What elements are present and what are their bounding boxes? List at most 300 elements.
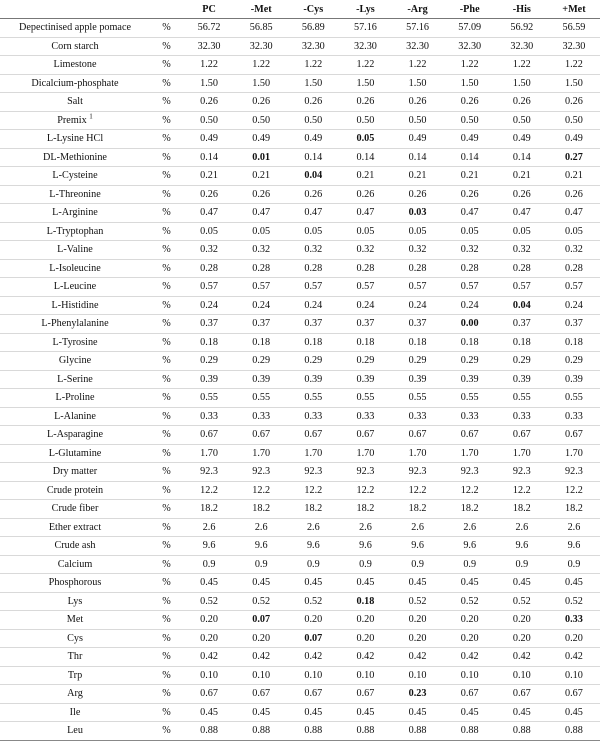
value-cell: 0.05 bbox=[235, 222, 287, 241]
ingredient-name: Premix bbox=[57, 114, 87, 126]
unit-cell: % bbox=[150, 296, 183, 315]
value-cell: 56.85 bbox=[235, 19, 287, 38]
table-row bbox=[0, 241, 600, 260]
value-cell: 0.50 bbox=[339, 111, 391, 130]
value-cell: 0.29 bbox=[444, 352, 496, 371]
value-cell: 0.45 bbox=[183, 703, 235, 722]
value-cell: 0.33 bbox=[444, 407, 496, 426]
value-cell: 0.21 bbox=[548, 167, 600, 186]
value-cell: 0.33 bbox=[235, 407, 287, 426]
value-cell: 1.22 bbox=[235, 56, 287, 75]
value-cell: 0.26 bbox=[287, 185, 339, 204]
table-row bbox=[0, 555, 600, 574]
value-cell: 9.6 bbox=[444, 537, 496, 556]
value-cell: 0.20 bbox=[183, 611, 235, 630]
value-cell: 0.29 bbox=[339, 352, 391, 371]
value-cell: 0.20 bbox=[339, 611, 391, 630]
value-cell: 0.14 bbox=[496, 148, 548, 167]
value-cell: 0.05 bbox=[287, 222, 339, 241]
ingredient-name: Met bbox=[66, 614, 84, 626]
unit-cell: % bbox=[150, 629, 183, 648]
value-cell: 1.50 bbox=[339, 74, 391, 93]
value-cell: 0.28 bbox=[287, 259, 339, 278]
ingredient-name-cell bbox=[0, 592, 150, 611]
value-cell: 0.18 bbox=[339, 592, 391, 611]
value-cell: 9.6 bbox=[287, 537, 339, 556]
ingredient-name: L-Tryptophan bbox=[46, 225, 104, 237]
table-row bbox=[0, 93, 600, 112]
value-cell: 0.50 bbox=[548, 111, 600, 130]
ingredient-name: Arg bbox=[67, 688, 83, 700]
table-row bbox=[0, 537, 600, 556]
value-cell: 0.45 bbox=[392, 574, 444, 593]
value-cell: 2.6 bbox=[548, 518, 600, 537]
unit-cell: % bbox=[150, 481, 183, 500]
value-cell: 0.57 bbox=[287, 278, 339, 297]
table-row bbox=[0, 685, 600, 704]
table-row bbox=[0, 315, 600, 334]
ingredient-name-cell bbox=[0, 389, 150, 408]
value-cell: 0.47 bbox=[235, 204, 287, 223]
header-cell-minus-arg: -Arg bbox=[392, 0, 444, 19]
ingredient-name: Salt bbox=[67, 96, 83, 108]
value-cell: 12.2 bbox=[444, 481, 496, 500]
value-cell: 0.45 bbox=[548, 574, 600, 593]
value-cell: 0.21 bbox=[339, 167, 391, 186]
value-cell: 12.2 bbox=[496, 481, 548, 500]
value-cell: 1.50 bbox=[444, 74, 496, 93]
value-cell: 0.33 bbox=[339, 407, 391, 426]
value-cell: 0.18 bbox=[392, 333, 444, 352]
table-row bbox=[0, 352, 600, 371]
value-cell: 0.57 bbox=[339, 278, 391, 297]
value-cell: 0.47 bbox=[287, 204, 339, 223]
value-cell: 1.50 bbox=[183, 74, 235, 93]
ingredient-name: L-Cysteine bbox=[52, 170, 98, 182]
header-cell-ingredient bbox=[0, 0, 150, 19]
value-cell: 0.20 bbox=[392, 629, 444, 648]
value-cell: 1.22 bbox=[548, 56, 600, 75]
header-cell-minus-met: -Met bbox=[235, 0, 287, 19]
value-cell: 56.92 bbox=[496, 19, 548, 38]
ingredient-name-cell bbox=[0, 185, 150, 204]
ingredient-name-cell bbox=[0, 333, 150, 352]
value-cell: 0.67 bbox=[183, 426, 235, 445]
value-cell: 0.39 bbox=[235, 370, 287, 389]
unit-cell: % bbox=[150, 574, 183, 593]
value-cell: 0.45 bbox=[235, 574, 287, 593]
ingredient-name-cell bbox=[0, 629, 150, 648]
value-cell: 32.30 bbox=[183, 37, 235, 56]
value-cell: 0.05 bbox=[339, 222, 391, 241]
value-cell: 0.18 bbox=[496, 333, 548, 352]
value-cell: 2.6 bbox=[183, 518, 235, 537]
value-cell: 0.42 bbox=[287, 648, 339, 667]
value-cell: 0.42 bbox=[183, 648, 235, 667]
value-cell: 0.52 bbox=[235, 592, 287, 611]
ingredient-name-cell bbox=[0, 259, 150, 278]
value-cell: 92.3 bbox=[235, 463, 287, 482]
value-cell: 0.21 bbox=[496, 167, 548, 186]
table-row bbox=[0, 611, 600, 630]
ingredient-name: L-Phenylalanine bbox=[41, 318, 109, 330]
value-cell: 0.20 bbox=[339, 629, 391, 648]
unit-cell: % bbox=[150, 703, 183, 722]
ingredient-name: L-Asparagine bbox=[46, 429, 103, 441]
ingredient-name-cell bbox=[0, 463, 150, 482]
value-cell: 0.45 bbox=[183, 574, 235, 593]
value-cell: 0.28 bbox=[392, 259, 444, 278]
ingredient-name: Ile bbox=[69, 706, 81, 718]
value-cell: 0.14 bbox=[444, 148, 496, 167]
value-cell: 1.70 bbox=[287, 444, 339, 463]
value-cell: 0.45 bbox=[496, 574, 548, 593]
value-cell: 0.67 bbox=[183, 685, 235, 704]
unit-cell: % bbox=[150, 204, 183, 223]
header-cell-unit bbox=[150, 0, 183, 19]
value-cell: 0.26 bbox=[235, 93, 287, 112]
value-cell: 0.07 bbox=[235, 611, 287, 630]
value-cell: 2.6 bbox=[339, 518, 391, 537]
value-cell: 0.37 bbox=[183, 315, 235, 334]
value-cell: 0.24 bbox=[392, 296, 444, 315]
value-cell: 56.59 bbox=[548, 19, 600, 38]
ingredient-name: L-Arginine bbox=[52, 207, 98, 219]
value-cell: 1.22 bbox=[339, 56, 391, 75]
value-cell: 0.37 bbox=[235, 315, 287, 334]
value-cell: 0.01 bbox=[235, 148, 287, 167]
unit-cell: % bbox=[150, 315, 183, 334]
value-cell: 9.6 bbox=[235, 537, 287, 556]
value-cell: 0.67 bbox=[287, 426, 339, 445]
value-cell: 0.26 bbox=[444, 93, 496, 112]
unit-cell: % bbox=[150, 278, 183, 297]
value-cell: 0.37 bbox=[339, 315, 391, 334]
value-cell: 0.47 bbox=[444, 204, 496, 223]
value-cell: 0.45 bbox=[496, 703, 548, 722]
value-cell: 0.05 bbox=[548, 222, 600, 241]
table-row bbox=[0, 518, 600, 537]
value-cell: 0.29 bbox=[496, 352, 548, 371]
unit-cell: % bbox=[150, 111, 183, 130]
value-cell: 0.39 bbox=[496, 370, 548, 389]
value-cell: 0.9 bbox=[183, 555, 235, 574]
value-cell: 0.32 bbox=[235, 241, 287, 260]
value-cell: 1.50 bbox=[548, 74, 600, 93]
table-row bbox=[0, 370, 600, 389]
value-cell: 0.26 bbox=[183, 185, 235, 204]
value-cell: 0.32 bbox=[339, 241, 391, 260]
table-row bbox=[0, 426, 600, 445]
value-cell: 0.45 bbox=[444, 574, 496, 593]
value-cell: 0.20 bbox=[496, 629, 548, 648]
value-cell: 1.22 bbox=[287, 56, 339, 75]
header-cell-minus-lys: -Lys bbox=[339, 0, 391, 19]
value-cell: 0.67 bbox=[496, 426, 548, 445]
footnote-marker: 1 bbox=[89, 112, 93, 121]
ingredient-name: L-Alanine bbox=[54, 410, 96, 422]
value-cell: 0.55 bbox=[183, 389, 235, 408]
table-row bbox=[0, 463, 600, 482]
ingredient-name-cell bbox=[0, 167, 150, 186]
value-cell: 0.57 bbox=[235, 278, 287, 297]
value-cell: 0.18 bbox=[235, 333, 287, 352]
ingredient-name: L-Tyrosine bbox=[52, 336, 98, 348]
unit-cell: % bbox=[150, 666, 183, 685]
unit-cell: % bbox=[150, 185, 183, 204]
value-cell: 0.21 bbox=[235, 167, 287, 186]
value-cell: 0.24 bbox=[444, 296, 496, 315]
value-cell: 1.50 bbox=[287, 74, 339, 93]
unit-cell: % bbox=[150, 555, 183, 574]
value-cell: 0.28 bbox=[339, 259, 391, 278]
value-cell: 0.18 bbox=[287, 333, 339, 352]
value-cell: 0.20 bbox=[548, 629, 600, 648]
table-row bbox=[0, 574, 600, 593]
ingredient-name: Crude ash bbox=[54, 540, 96, 552]
ingredient-name-cell bbox=[0, 537, 150, 556]
value-cell: 0.03 bbox=[392, 204, 444, 223]
ingredient-name-cell bbox=[0, 574, 150, 593]
value-cell: 0.88 bbox=[408, 725, 427, 737]
value-cell: 1.50 bbox=[496, 74, 548, 93]
value-cell: 0.29 bbox=[183, 352, 235, 371]
ingredient-name-cell bbox=[0, 241, 150, 260]
header-cell-minus-his: -His bbox=[496, 0, 548, 19]
value-cell: 56.89 bbox=[287, 19, 339, 38]
value-cell: 0.42 bbox=[235, 648, 287, 667]
value-cell: 0.20 bbox=[496, 611, 548, 630]
table-row bbox=[0, 648, 600, 667]
value-cell: 32.30 bbox=[392, 37, 444, 56]
value-cell: 0.26 bbox=[392, 93, 444, 112]
ingredient-name: Phosphorous bbox=[48, 577, 102, 589]
table-row bbox=[0, 74, 600, 93]
value-cell: 12.2 bbox=[548, 481, 600, 500]
value-cell: 0.42 bbox=[339, 648, 391, 667]
value-cell: 12.2 bbox=[235, 481, 287, 500]
value-cell: 0.55 bbox=[339, 389, 391, 408]
table-row bbox=[0, 629, 600, 648]
ingredient-name-cell bbox=[0, 204, 150, 223]
value-cell: 0.29 bbox=[548, 352, 600, 371]
ingredient-name-cell bbox=[0, 444, 150, 463]
value-cell: 18.2 bbox=[548, 500, 600, 519]
value-cell: 0.21 bbox=[183, 167, 235, 186]
value-cell: 0.50 bbox=[183, 111, 235, 130]
value-cell: 57.16 bbox=[339, 19, 391, 38]
value-cell: 0.49 bbox=[444, 130, 496, 149]
ingredient-name-cell bbox=[0, 611, 150, 630]
table-body bbox=[0, 19, 600, 741]
value-cell: 0.50 bbox=[496, 111, 548, 130]
value-cell: 0.33 bbox=[548, 611, 600, 630]
ingredient-name: L-Serine bbox=[57, 373, 93, 385]
value-cell: 0.88 bbox=[356, 725, 375, 737]
value-cell: 0.39 bbox=[444, 370, 496, 389]
value-cell: 0.32 bbox=[183, 241, 235, 260]
unit-cell: % bbox=[150, 93, 183, 112]
value-cell: 0.26 bbox=[548, 185, 600, 204]
value-cell: 0.32 bbox=[287, 241, 339, 260]
value-cell: 9.6 bbox=[339, 537, 391, 556]
value-cell: 0.10 bbox=[496, 666, 548, 685]
value-cell: 12.2 bbox=[287, 481, 339, 500]
table-row bbox=[0, 722, 600, 741]
value-cell: 0.10 bbox=[235, 666, 287, 685]
value-cell: 0.47 bbox=[496, 204, 548, 223]
value-cell: 0.14 bbox=[339, 148, 391, 167]
value-cell: 18.2 bbox=[392, 500, 444, 519]
table-row bbox=[0, 37, 600, 56]
unit-cell: % bbox=[150, 611, 183, 630]
table-row bbox=[0, 389, 600, 408]
ingredient-name: L-Proline bbox=[55, 392, 95, 404]
ingredient-name-cell bbox=[0, 19, 150, 38]
value-cell: 0.55 bbox=[392, 389, 444, 408]
unit-cell: % bbox=[150, 148, 183, 167]
table-row bbox=[0, 703, 600, 722]
value-cell: 0.10 bbox=[548, 666, 600, 685]
value-cell: 0.49 bbox=[392, 130, 444, 149]
value-cell: 0.26 bbox=[444, 185, 496, 204]
ingredient-name-cell bbox=[0, 426, 150, 445]
value-cell: 0.50 bbox=[235, 111, 287, 130]
table-row bbox=[0, 111, 600, 130]
ingredient-name: Corn starch bbox=[51, 40, 99, 52]
value-cell: 18.2 bbox=[287, 500, 339, 519]
header-cell-plus-met: +Met bbox=[548, 0, 600, 19]
value-cell: 0.20 bbox=[235, 629, 287, 648]
value-cell: 0.26 bbox=[235, 185, 287, 204]
ingredient-name-cell bbox=[0, 518, 150, 537]
value-cell: 0.21 bbox=[392, 167, 444, 186]
value-cell: 1.50 bbox=[235, 74, 287, 93]
value-cell: 0.45 bbox=[339, 703, 391, 722]
unit-cell: % bbox=[150, 333, 183, 352]
value-cell: 0.50 bbox=[287, 111, 339, 130]
value-cell: 0.05 bbox=[496, 222, 548, 241]
table-row bbox=[0, 278, 600, 297]
value-cell: 57.09 bbox=[444, 19, 496, 38]
value-cell: 1.22 bbox=[496, 56, 548, 75]
table-row bbox=[0, 19, 600, 38]
header-cell-minus-cys: -Cys bbox=[287, 0, 339, 19]
value-cell: 0.14 bbox=[183, 148, 235, 167]
value-cell: 0.24 bbox=[339, 296, 391, 315]
table-row bbox=[0, 500, 600, 519]
value-cell: 0.04 bbox=[496, 296, 548, 315]
value-cell: 0.52 bbox=[444, 592, 496, 611]
value-cell: 0.33 bbox=[496, 407, 548, 426]
value-cell: 0.05 bbox=[444, 222, 496, 241]
value-cell: 0.45 bbox=[235, 703, 287, 722]
value-cell: 0.37 bbox=[287, 315, 339, 334]
value-cell: 0.05 bbox=[183, 222, 235, 241]
value-cell: 2.6 bbox=[392, 518, 444, 537]
value-cell: 0.42 bbox=[548, 648, 600, 667]
unit-cell: % bbox=[150, 648, 183, 667]
unit-cell: % bbox=[150, 56, 183, 75]
value-cell: 0.57 bbox=[183, 278, 235, 297]
value-cell: 92.3 bbox=[548, 463, 600, 482]
value-cell: 0.9 bbox=[548, 555, 600, 574]
value-cell: 92.3 bbox=[183, 463, 235, 482]
value-cell: 0.37 bbox=[392, 315, 444, 334]
value-cell: 0.42 bbox=[444, 648, 496, 667]
value-cell: 18.2 bbox=[496, 500, 548, 519]
ingredient-name-cell bbox=[0, 56, 150, 75]
value-cell: 0.37 bbox=[496, 315, 548, 334]
value-cell: 0.20 bbox=[392, 611, 444, 630]
table-row bbox=[0, 222, 600, 241]
value-cell: 0.49 bbox=[496, 130, 548, 149]
ingredient-name: Depectinised apple pomace bbox=[18, 22, 131, 34]
value-cell: 0.32 bbox=[444, 241, 496, 260]
ingredient-name-cell bbox=[0, 500, 150, 519]
value-cell: 0.88 bbox=[565, 725, 583, 737]
table-row bbox=[0, 333, 600, 352]
ingredient-name: Crude protein bbox=[46, 484, 104, 496]
table-row bbox=[0, 204, 600, 223]
unit-cell: % bbox=[150, 352, 183, 371]
value-cell: 0.32 bbox=[496, 241, 548, 260]
value-cell: 12.2 bbox=[339, 481, 391, 500]
value-cell: 92.3 bbox=[339, 463, 391, 482]
value-cell: 0.52 bbox=[183, 592, 235, 611]
value-cell: 0.18 bbox=[444, 333, 496, 352]
ingredient-name: Calcium bbox=[57, 558, 93, 570]
ingredient-name-cell bbox=[0, 37, 150, 56]
table-row bbox=[0, 259, 600, 278]
value-cell: 0.10 bbox=[339, 666, 391, 685]
unit-cell: % bbox=[150, 241, 183, 260]
value-cell: 18.2 bbox=[235, 500, 287, 519]
unit-cell: % bbox=[150, 426, 183, 445]
value-cell: 0.50 bbox=[444, 111, 496, 130]
ingredient-name-cell bbox=[0, 370, 150, 389]
value-cell: 1.70 bbox=[183, 444, 235, 463]
value-cell: 0.10 bbox=[392, 666, 444, 685]
value-cell: 9.6 bbox=[496, 537, 548, 556]
ingredient-name: Ether extract bbox=[48, 521, 102, 533]
ingredient-name: Lys bbox=[67, 595, 83, 607]
value-cell: 56.72 bbox=[183, 19, 235, 38]
ingredient-name: Leu bbox=[67, 725, 83, 737]
value-cell: 1.22 bbox=[444, 56, 496, 75]
value-cell: 92.3 bbox=[444, 463, 496, 482]
value-cell: 0.49 bbox=[287, 130, 339, 149]
value-cell: 0.26 bbox=[496, 93, 548, 112]
value-cell: 0.55 bbox=[287, 389, 339, 408]
value-cell: 0.55 bbox=[444, 389, 496, 408]
unit-cell: % bbox=[150, 685, 183, 704]
value-cell: 9.6 bbox=[548, 537, 600, 556]
unit-cell: % bbox=[150, 37, 183, 56]
value-cell: 18.2 bbox=[444, 500, 496, 519]
ingredient-name-cell bbox=[0, 555, 150, 574]
value-cell: 0.33 bbox=[548, 407, 600, 426]
value-cell: 0.39 bbox=[392, 370, 444, 389]
value-cell: 0.26 bbox=[548, 93, 600, 112]
value-cell: 0.39 bbox=[183, 370, 235, 389]
ingredient-name: Limestone bbox=[53, 59, 97, 71]
table-row bbox=[0, 666, 600, 685]
value-cell: 0.9 bbox=[235, 555, 287, 574]
value-cell: 0.18 bbox=[548, 333, 600, 352]
value-cell: 0.00 bbox=[444, 315, 496, 334]
value-cell: 0.33 bbox=[287, 407, 339, 426]
